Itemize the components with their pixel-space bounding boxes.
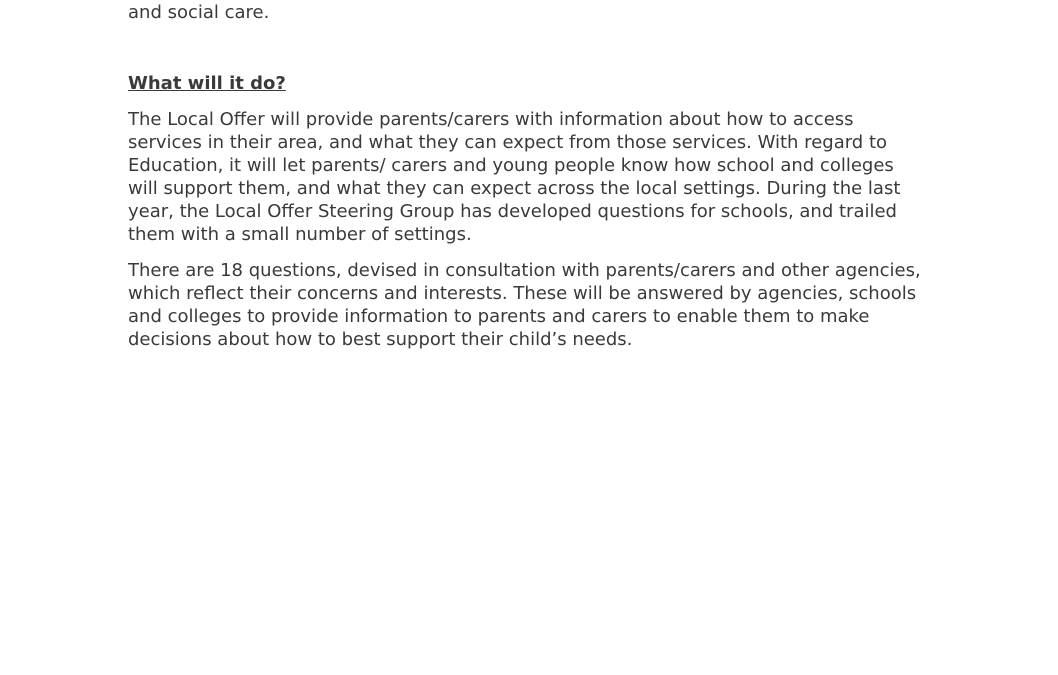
paragraph-local-offer (128, 108, 900, 246)
paragraph-line: Education, it will let parents/ carers and young people know how school and colleges (128, 155, 894, 176)
paragraph-line: which reflect their concerns and interests. These will be answered by agencies, schools (128, 283, 917, 304)
paragraph-line: them with a small number of settings. (128, 224, 472, 245)
paragraph-line: The Local Offer will provide parents/carers with information about how to access (128, 109, 854, 130)
previous-paragraph-fragment: and social care. (128, 2, 270, 23)
paragraph-line: year, the Local Offer Steering Group has developed questions for schools, and trailed (128, 201, 897, 222)
section-heading: What will it do? (128, 73, 286, 94)
paragraph-line: decisions about how to best support their child’s needs. (128, 329, 633, 350)
paragraph-line: services in their area, and what they can expect from those services. With regard to (128, 132, 888, 153)
paragraph-questions (128, 259, 921, 351)
paragraph-line: There are 18 questions, devised in consultation with parents/carers and other agencies, (128, 260, 921, 281)
paragraph-line: will support them, and what they can expect across the local settings. During the last (128, 178, 901, 199)
paragraph-line: and colleges to provide information to parents and carers to enable them to make (128, 306, 870, 327)
